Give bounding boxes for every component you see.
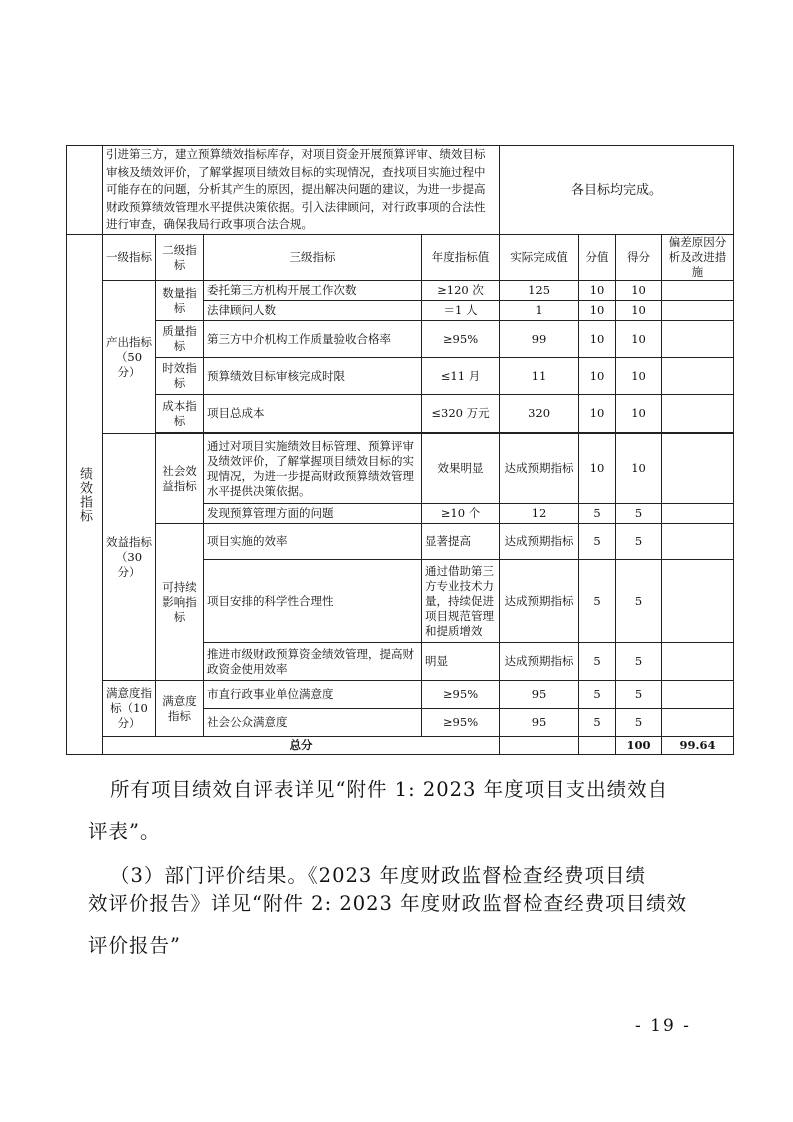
actual-cell: 达成预期指标 xyxy=(500,643,579,681)
total-got: 99.64 xyxy=(662,737,734,755)
table-row xyxy=(67,358,734,395)
level3-cell: 通过对项目实施绩效目标管理、预算评审及绩效评价，了解掌握项目绩效目标的实现情况，为进一步提高财政预算绩效管理水平提供决策依据。 xyxy=(204,434,422,504)
got-cell: 5 xyxy=(616,643,662,681)
section-label: 绩效指标 xyxy=(67,235,103,755)
target-cell: ＝1 人 xyxy=(422,301,500,321)
table-cell xyxy=(67,146,103,235)
table-total-row xyxy=(67,737,734,755)
score-cell: 5 xyxy=(579,560,616,643)
level3-cell: 市直行政事业单位满意度 xyxy=(204,681,422,709)
note-cell xyxy=(662,524,734,560)
target-cell: 效果明显 xyxy=(422,434,500,504)
header-cell: 偏差原因分析及改进措施 xyxy=(662,235,734,281)
target-cell: ≥120 次 xyxy=(422,281,500,301)
got-cell: 5 xyxy=(616,504,662,524)
header-cell: 三级指标 xyxy=(204,235,422,281)
note-cell xyxy=(662,358,734,395)
score-cell: 10 xyxy=(579,434,616,504)
level2-cell: 社会效益指标 xyxy=(156,434,204,524)
paragraph-2-line-1: （3）部门评价结果。《2023 年度财政监督检查经费项目绩 xyxy=(110,864,646,887)
score-cell: 5 xyxy=(579,681,616,709)
level3-cell: 社会公众满意度 xyxy=(204,709,422,737)
total-score: 100 xyxy=(616,737,662,755)
level3-cell: 发现预算管理方面的问题 xyxy=(204,504,422,524)
total-target-cell xyxy=(500,737,579,755)
header-cell: 年度指标值 xyxy=(422,235,500,281)
score-cell: 5 xyxy=(579,709,616,737)
got-cell: 10 xyxy=(616,281,662,301)
level2-cell: 数量指标 xyxy=(156,281,204,321)
paragraph-1-line-1: 所有项目绩效自评表详见“附件 1: 2023 年度项目支出绩效自 xyxy=(110,778,669,801)
note-cell xyxy=(662,560,734,643)
actual-cell: 12 xyxy=(500,504,579,524)
got-cell: 10 xyxy=(616,301,662,321)
score-cell: 10 xyxy=(579,321,616,358)
actual-cell: 95 xyxy=(500,681,579,709)
table-row xyxy=(67,281,734,301)
performance-table xyxy=(66,145,734,755)
actual-cell: 95 xyxy=(500,709,579,737)
got-cell: 10 xyxy=(616,321,662,358)
note-cell xyxy=(662,643,734,681)
table-row xyxy=(67,146,734,235)
score-cell: 5 xyxy=(579,504,616,524)
score-cell: 10 xyxy=(579,358,616,395)
score-cell: 10 xyxy=(579,281,616,301)
target-cell: ≥95% xyxy=(422,681,500,709)
got-cell: 5 xyxy=(616,709,662,737)
got-cell: 10 xyxy=(616,434,662,504)
header-cell: 分值 xyxy=(579,235,616,281)
actual-cell: 达成预期指标 xyxy=(500,524,579,560)
target-cell: ≥95% xyxy=(422,321,500,358)
table-header-row xyxy=(67,235,734,281)
got-cell: 5 xyxy=(616,681,662,709)
target-cell: ≥10 个 xyxy=(422,504,500,524)
header-cell: 实际完成值 xyxy=(500,235,579,281)
score-cell: 5 xyxy=(579,524,616,560)
goal-status: 各目标均完成。 xyxy=(500,146,734,235)
satisfaction-label: 满意度指标（10 分） xyxy=(103,681,156,737)
actual-cell: 达成预期指标 xyxy=(500,434,579,504)
benefit-label: 效益指标（30 分） xyxy=(103,434,156,681)
level3-cell: 预算绩效目标审核完成时限 xyxy=(204,358,422,395)
got-cell: 5 xyxy=(616,524,662,560)
level2-cell: 满意度指标 xyxy=(156,681,204,737)
score-cell: 10 xyxy=(579,395,616,433)
target-cell: ≤320 万元 xyxy=(422,395,500,433)
note-cell xyxy=(662,395,734,433)
level3-cell: 推进市级财政预算资金绩效管理，提高财政资金使用效率 xyxy=(204,643,422,681)
page-number: - 19 - xyxy=(635,1016,691,1036)
paragraph-2-line-3: 评价报告” xyxy=(88,934,181,957)
note-cell xyxy=(662,321,734,358)
goal-description: 引进第三方，建立预算绩效指标库存，对项目资金开展预算评审、绩效目标审核及绩效评价，了解掌握项目绩效目标的实现情况，查找项目实施过程中可能存在的问题，分析其产生的原因，提出解决问题的建议，为进一步提高财政预算绩效管理水平提供决策依据。引入法律顾问，对行政事项的合法性进行审查，确保我局行政事项合法合规。 xyxy=(103,146,500,235)
table-row xyxy=(67,321,734,358)
level3-cell: 项目实施的效率 xyxy=(204,524,422,560)
actual-cell: 125 xyxy=(500,281,579,301)
target-cell: 显著提高 xyxy=(422,524,500,560)
output-label: 产出指标（50 分） xyxy=(103,281,156,434)
note-cell xyxy=(662,434,734,504)
table-row xyxy=(67,395,734,433)
level2-cell: 成本指标 xyxy=(156,395,204,433)
note-cell xyxy=(662,301,734,321)
target-cell: 通过借助第三方专业技术力量，持续促进项目规范管理和提质增效 xyxy=(422,560,500,643)
total-label: 总分 xyxy=(103,737,500,755)
note-cell xyxy=(662,681,734,709)
note-cell xyxy=(662,709,734,737)
actual-cell: 1 xyxy=(500,301,579,321)
table-row xyxy=(67,524,734,560)
header-cell: 一级指标 xyxy=(103,235,156,281)
got-cell: 10 xyxy=(616,358,662,395)
header-cell: 二级指标 xyxy=(156,235,204,281)
score-cell: 5 xyxy=(579,643,616,681)
target-cell: 明显 xyxy=(422,643,500,681)
target-cell: ≥95% xyxy=(422,709,500,737)
table-row xyxy=(67,681,734,709)
level3-cell: 第三方中介机构工作质量验收合格率 xyxy=(204,321,422,358)
actual-cell: 达成预期指标 xyxy=(500,560,579,643)
target-cell: ≤11 月 xyxy=(422,358,500,395)
note-cell xyxy=(662,504,734,524)
got-cell: 10 xyxy=(616,395,662,433)
note-cell xyxy=(662,281,734,301)
level2-cell: 时效指标 xyxy=(156,358,204,395)
level3-cell: 法律顾问人数 xyxy=(204,301,422,321)
level3-cell: 项目总成本 xyxy=(204,395,422,433)
paragraph-1-line-2: 评表”。 xyxy=(88,820,161,843)
got-cell: 5 xyxy=(616,560,662,643)
level2-cell: 质量指标 xyxy=(156,321,204,358)
level3-cell: 项目安排的科学性合理性 xyxy=(204,560,422,643)
level2-cell: 可持续影响指标 xyxy=(156,524,204,681)
actual-cell: 320 xyxy=(500,395,579,433)
total-actual-cell xyxy=(579,737,616,755)
table-row xyxy=(67,434,734,504)
score-cell: 10 xyxy=(579,301,616,321)
header-cell: 得分 xyxy=(616,235,662,281)
level3-cell: 委托第三方机构开展工作次数 xyxy=(204,281,422,301)
actual-cell: 99 xyxy=(500,321,579,358)
paragraph-2-line-2: 效评价报告》详见“附件 2: 2023 年度财政监督检查经费项目绩效 xyxy=(88,892,688,915)
actual-cell: 11 xyxy=(500,358,579,395)
